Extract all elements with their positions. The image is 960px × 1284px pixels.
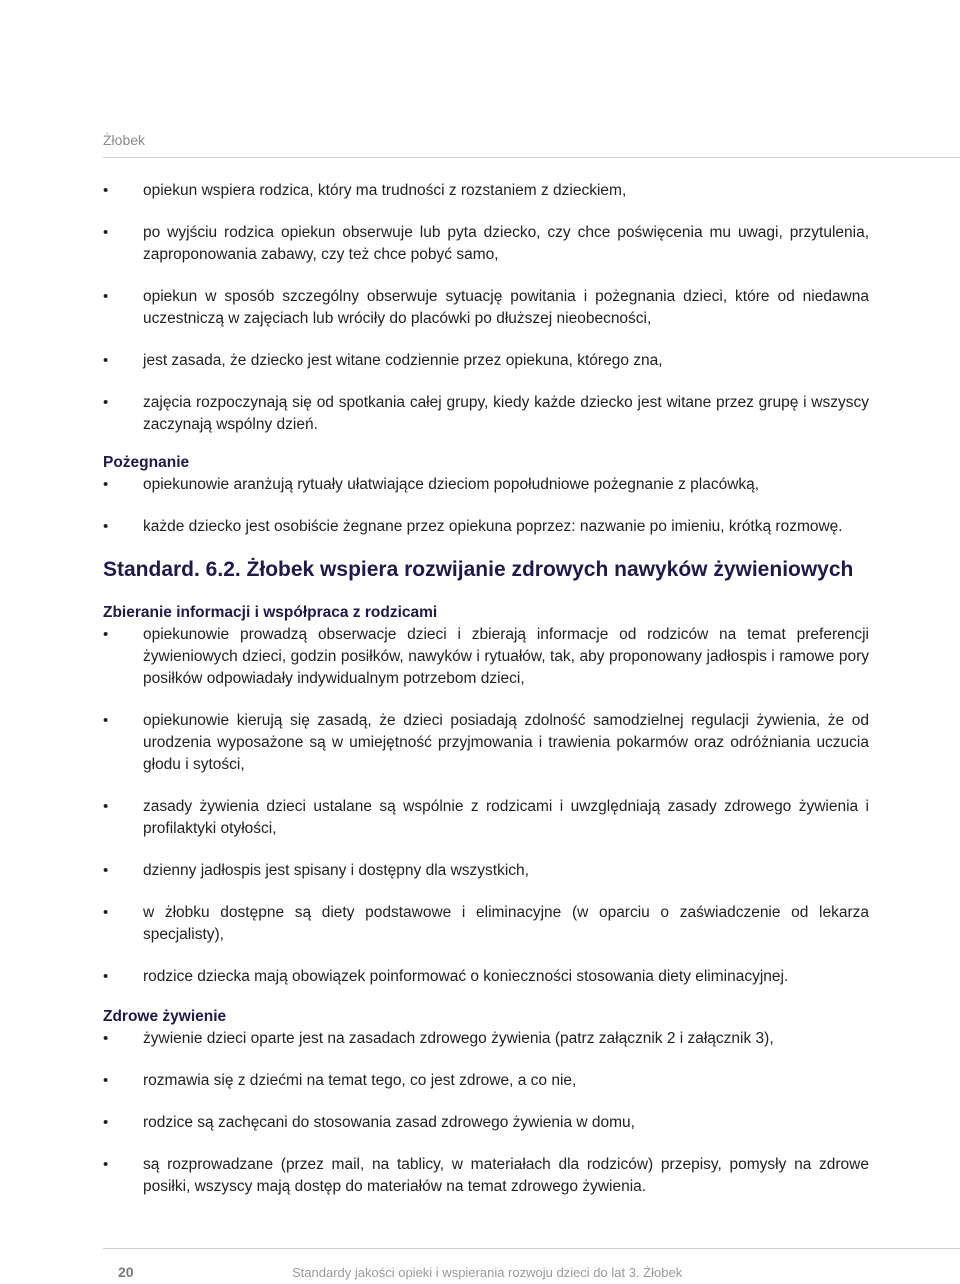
list-item: • żywienie dzieci oparte jest na zasadach zdrowego żywienia (patrz załącznik 2 i załącznik 3),: [103, 1028, 869, 1050]
list-item: • są rozprowadzane (przez mail, na tablicy, w materiałach dla rodziców) przepisy, pomysły na zdrowe posiłki, wszyscy mają dostęp do materiałów na temat zdrowego żywienia.: [103, 1154, 869, 1198]
healthy-list: [103, 1028, 869, 1198]
standard-title: Standard. 6.2. Żłobek wspiera rozwijanie zdrowych nawyków żywieniowych: [103, 558, 854, 581]
list-item: • zasady żywienia dzieci ustalane są wspólnie z rodzicami i uwzględniają zasady zdrowego żywienia i profilaktyki otyłości,: [103, 796, 869, 840]
list-item: • każde dziecko jest osobiście żegnane przez opiekuna poprzez: nazwanie po imieniu, krótką rozmowę.: [103, 516, 869, 538]
intro-list: [103, 180, 869, 436]
list-item: • w żłobku dostępne są diety podstawowe i eliminacyjne (w oparciu o zaświadczenie od lekarza specjalisty),: [103, 902, 869, 946]
footer-publication-title: Standardy jakości opieki i wspierania rozwoju dzieci do lat 3. Żłobek: [292, 1265, 683, 1280]
list-item: • opiekunowie prowadzą obserwacje dzieci i zbierają informacje od rodziców na temat preferencji żywieniowych dzieci, godzin posiłków, nawyków i rytuałów, tak, aby proponowany jadłospis i ramowe pory posiłków odpowiadały indywidualnym potrzebom dzieci,: [103, 624, 869, 690]
page-body: [103, 180, 869, 1198]
running-head-title: Żłobek: [103, 132, 146, 148]
list-item: • po wyjściu rodzica opiekun obserwuje lub pyta dziecko, czy chce poświęcenia mu uwagi, przytulenia, zaproponowania zabawy, czy też chce pobyć samo,: [103, 222, 869, 266]
list-item: • rodzice są zachęcani do stosowania zasad zdrowego żywienia w domu,: [103, 1112, 869, 1134]
info-list: [103, 624, 869, 988]
list-item: • zajęcia rozpoczynają się od spotkania całej grupy, kiedy każde dziecko jest witane przez grupę i wszyscy zaczynają wspólny dzień.: [103, 392, 869, 436]
farewell-list: [103, 474, 869, 538]
list-item: • opiekunowie aranżują rytuały ułatwiające dzieciom popołudniowe pożegnanie z placówką,: [103, 474, 869, 496]
healthy-heading: Zdrowe żywienie: [103, 1008, 227, 1025]
farewell-heading: Pożegnanie: [103, 454, 190, 471]
list-item: • opiekun wspiera rodzica, który ma trudności z rozstaniem z dzieckiem,: [103, 180, 869, 202]
page-number: 20: [118, 1264, 134, 1280]
info-heading: Zbieranie informacji i współpraca z rodzicami: [103, 604, 438, 621]
footer-divider: [103, 1248, 960, 1249]
list-item: • jest zasada, że dziecko jest witane codziennie przez opiekuna, którego zna,: [103, 350, 869, 372]
list-item: • opiekunowie kierują się zasadą, że dzieci posiadają zdolność samodzielnej regulacji żywienia, że od urodzenia wyposażone są w umiejętność przyjmowania i trawienia pokarmów oraz odróżniania uczucia głodu i sytości,: [103, 710, 869, 776]
list-item: • rodzice dziecka mają obowiązek poinformować o konieczności stosowania diety eliminacyjnej.: [103, 966, 869, 988]
list-item: • opiekun w sposób szczególny obserwuje sytuację powitania i pożegnania dzieci, które od niedawna uczestniczą w zajęciach lub wróciły do placówki po dłuższej nieobecności,: [103, 286, 869, 330]
header-divider: [103, 157, 960, 158]
list-item: • rozmawia się z dziećmi na temat tego, co jest zdrowe, a co nie,: [103, 1070, 869, 1092]
list-item: • dzienny jadłospis jest spisany i dostępny dla wszystkich,: [103, 860, 869, 882]
